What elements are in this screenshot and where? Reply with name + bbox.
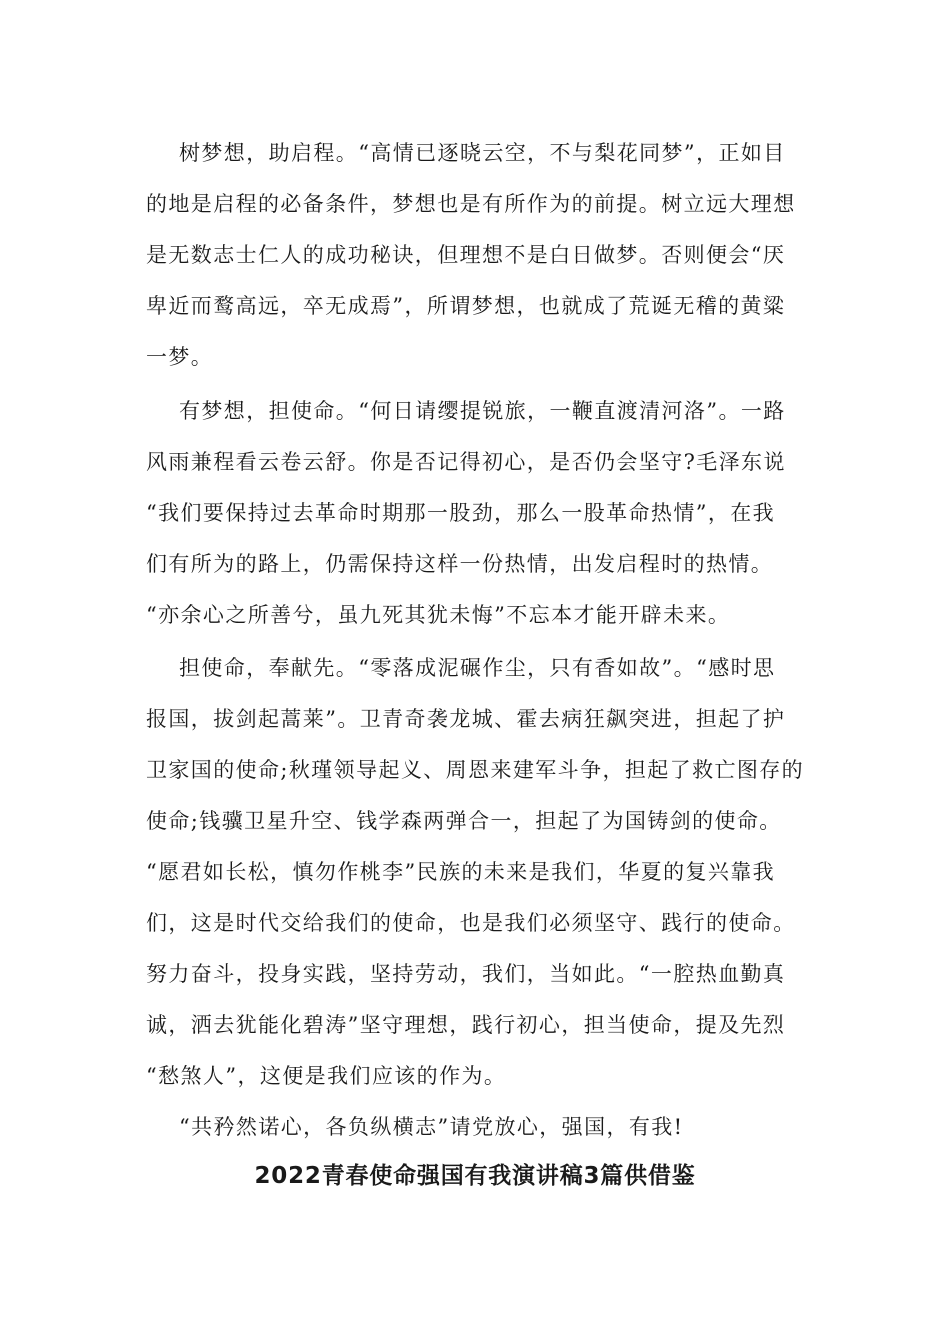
paragraph-line: 努力奋斗，投身实践，坚持劳动，我们，当如此。“一腔热血勤真 (146, 962, 786, 986)
paragraph-4 (146, 1102, 806, 1153)
paragraph-line: “我们要保持过去革命时期那一股劲，那么一股革命热情”，在我 (146, 501, 776, 525)
section-heading: 2022青春使命强国有我演讲稿3篇供借鉴 (254, 1163, 696, 1189)
paragraph-line: 是无数志士仁人的成功秘诀，但理想不是白日做梦。否则便会“厌 (146, 243, 786, 267)
paragraph-line: “亦余心之所善兮，虽九死其犹未悔”不忘本才能开辟未来。 (146, 603, 731, 627)
paragraph-line: 有梦想，担使命。“何日请缨提锐旅，一鞭直渡清河洛”。一路 (179, 399, 786, 423)
paragraph-line: 卑近而鹜高远，卒无成焉”，所谓梦想，也就成了荒诞无稽的黄粱 (146, 294, 786, 318)
paragraph-line: 担使命，奉献先。“零落成泥碾作尘，只有香如故”。“感时思 (179, 656, 776, 680)
paragraph-line: “愿君如长松，慎勿作桃李”民族的未来是我们，华夏的复兴靠我 (146, 860, 776, 884)
paragraph-line: “共矜然诺心，各负纵横志”请党放心，强国，有我! (179, 1115, 684, 1139)
paragraph-line: “愁煞人”，这便是我们应该的作为。 (146, 1064, 507, 1088)
paragraph-line: 树梦想，助启程。“高情已逐晓云空，不与梨花同梦”，正如目 (179, 141, 786, 165)
paragraph-line: 的地是启程的必备条件，梦想也是有所作为的前提。树立远大理想 (146, 192, 796, 216)
paragraph-line: 们，这是时代交给我们的使命，也是我们必须坚守、践行的使命。 (146, 911, 796, 935)
paragraph-line: 报国，拔剑起蒿莱”。卫青奇袭龙城、霍去病狂飙突进，担起了护 (146, 707, 786, 731)
paragraph-1 (146, 128, 806, 383)
paragraph-line: 风雨兼程看云卷云舒。你是否记得初心，是否仍会坚守?毛泽东说 (146, 450, 786, 474)
paragraph-line: 们有所为的路上，仍需保持这样一份热情，出发启程时的热情。 (146, 552, 774, 576)
paragraph-line: 卫家国的使命;秋瑾领导起义、周恩来建军斗争，担起了救亡图存的 (146, 758, 805, 782)
paragraph-line: 诚，洒去犹能化碧涛”坚守理想，践行初心，担当使命，提及先烈 (146, 1013, 786, 1037)
paragraph-line: 使命;钱骥卫星升空、钱学森两弹合一，担起了为国铸剑的使命。 (146, 809, 782, 833)
paragraph-3 (146, 643, 806, 1102)
paragraph-line: 一梦。 (146, 345, 214, 369)
paragraph-2 (146, 386, 806, 641)
